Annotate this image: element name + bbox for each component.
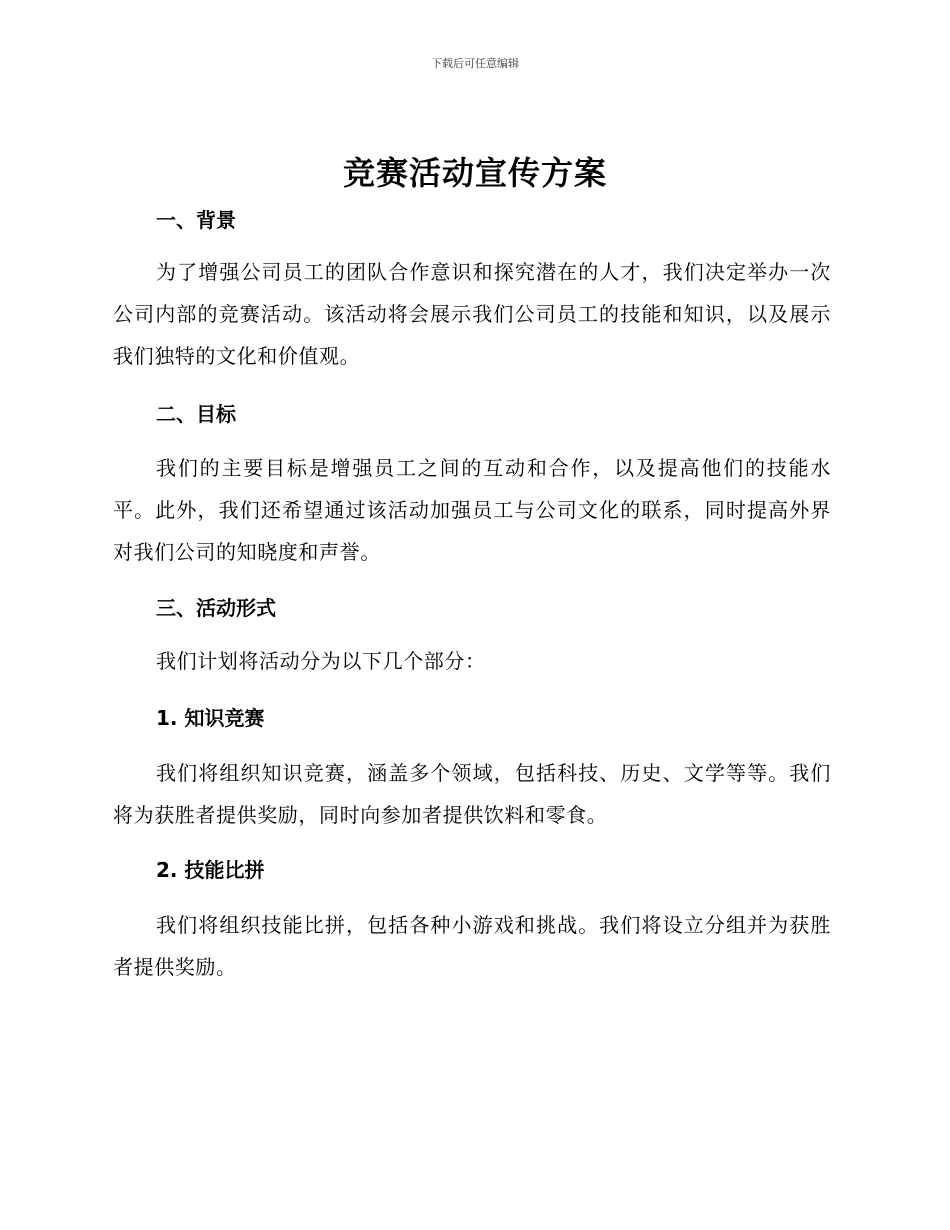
subsection-heading-knowledge: 1. 知识竞赛 <box>156 706 265 730</box>
subsection-body-knowledge: 我们将组织知识竞赛，涵盖多个领域，包括科技、历史、文学等等。我们将为获胜者提供奖励，同时向参加者提供饮料和零食。 <box>113 761 831 827</box>
subsection-heading-skills: 2. 技能比拼 <box>156 858 265 882</box>
document-title: 竞赛活动宣传方案 <box>342 154 607 192</box>
section-body-background: 为了增强公司员工的团队合作意识和探究潜在的人才，我们决定举办一次公司内部的竞赛活动。该活动将会展示我们公司员工的技能和知识，以及展示我们独特的文化和价值观。 <box>113 260 831 368</box>
section-heading-format: 三、活动形式 <box>156 596 276 620</box>
subsection-body-skills: 我们将组织技能比拼，包括各种小游戏和挑战。我们将设立分组并为获胜者提供奖励。 <box>113 913 831 979</box>
section-heading-background: 一、背景 <box>156 208 236 232</box>
section-heading-goal: 二、目标 <box>156 402 236 426</box>
section-intro-format: 我们计划将活动分为以下几个部分： <box>156 649 486 673</box>
header-note: 下载后可任意编辑 <box>431 57 519 70</box>
section-body-goal: 我们的主要目标是增强员工之间的互动和合作，以及提高他们的技能水平。此外，我们还希望通过该活动加强员工与公司文化的联系，同时提高外界对我们公司的知晓度和声誉。 <box>113 456 831 564</box>
